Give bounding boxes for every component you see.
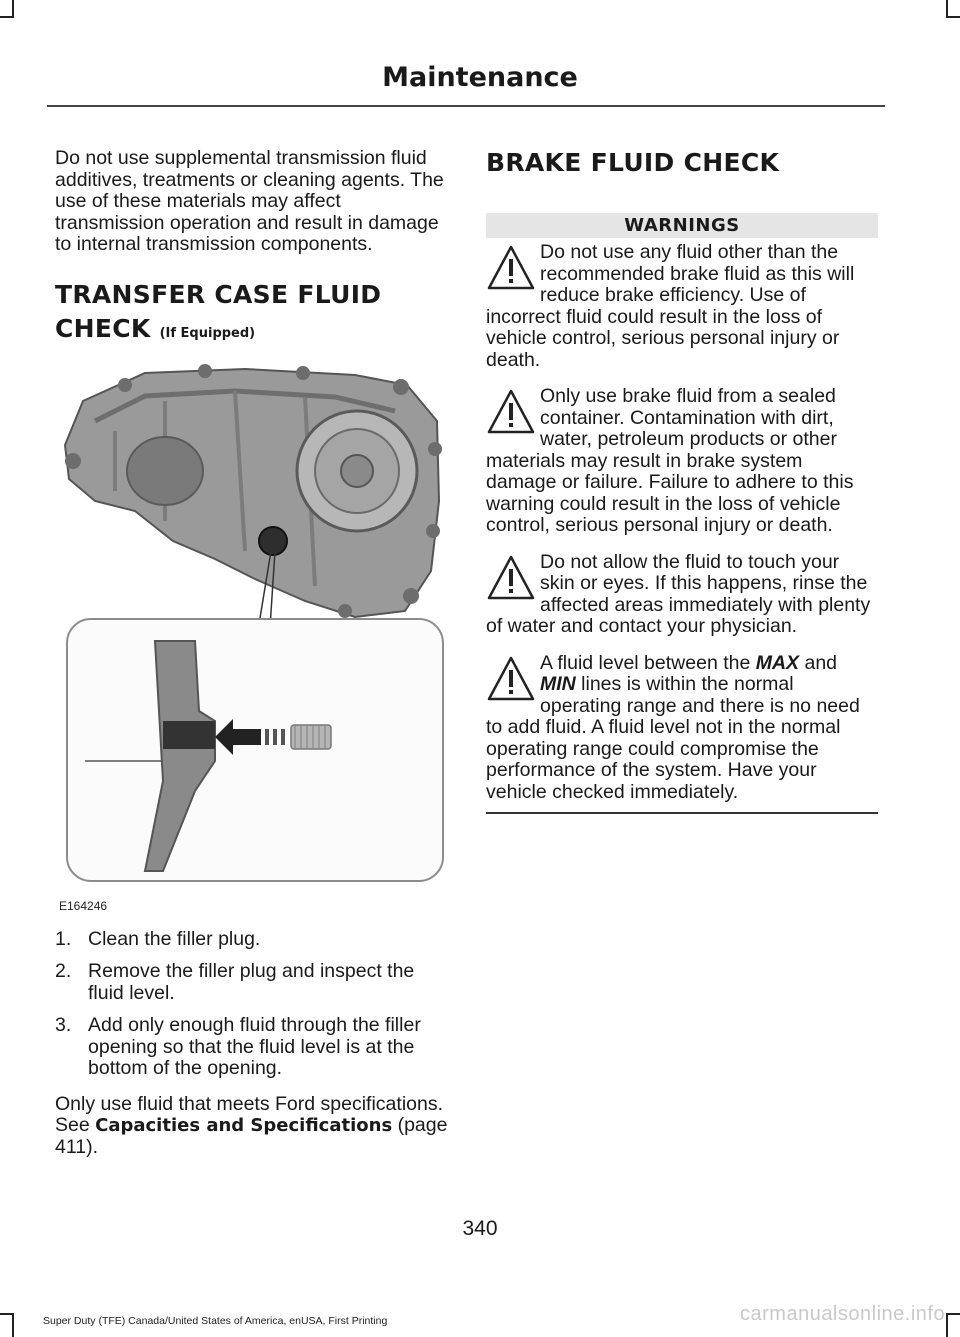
footer-text: Super Duty (TFE) Canada/United States of America, enUSA, First Printing	[43, 1315, 388, 1327]
crop-mark	[0, 1313, 14, 1315]
watermark: carmanualsonline.info	[740, 1303, 946, 1325]
figure-id: E164246	[59, 898, 108, 913]
warning-triangle-icon	[486, 655, 536, 703]
warning-triangle-icon	[486, 388, 536, 436]
list-item: 2. Remove the filler plug and inspect the fluid level.	[55, 960, 415, 1004]
transfer-case-drawing	[55, 361, 449, 913]
warning-item: Do not use any fluid other than the recommended brake fluid as this will reduce brake efficiency. Use of incorrect fluid could result in the loss of vehicle control, serious personal injury or death.	[486, 241, 855, 371]
warning-triangle-icon	[486, 244, 536, 292]
ford-specifications-note: Only use fluid that meets Ford specifications. See Capacities and Specifications (page 411).	[55, 1092, 448, 1158]
page-number: 340	[462, 1217, 498, 1240]
section-title-line1: TRANSFER CASE FLUID	[55, 279, 382, 309]
crop-mark	[946, 1313, 948, 1337]
warning-triangle-icon	[486, 554, 536, 602]
transmission-additive-paragraph: Do not use supplemental transmission fluid additives, treatments or cleaning agents. The use of these materials may affect transmission operation and result in damage to internal transmission components.	[55, 147, 444, 255]
page-header-title: Maintenance	[382, 62, 578, 93]
warnings-heading: WARNINGS	[486, 213, 878, 238]
warning-item: Only use brake fluid from a sealed container. Contamination with dirt, water, petroleum products or other materials may result in brake system damage or failure. Failure to adhere to this warning could result in the loss of vehicle control, serious personal injury or death.	[486, 385, 854, 536]
min-label: MIN	[540, 673, 576, 695]
left-column	[55, 148, 449, 1180]
transfer-case-section-title	[55, 278, 449, 351]
right-column	[486, 148, 878, 814]
list-item: 1. Clean the filler plug.	[55, 927, 261, 950]
transfer-case-illustration	[55, 361, 449, 913]
capacities-specifications-link[interactable]: Capacities and Specifications	[95, 1115, 393, 1136]
crop-mark	[12, 1313, 14, 1337]
crop-mark	[0, 16, 14, 18]
header-rule	[47, 105, 885, 107]
list-item: 3. Add only enough fluid through the filler opening so that the fluid level is at the bottom of the opening.	[55, 1014, 421, 1079]
crop-mark	[946, 16, 960, 18]
brake-fluid-section-title: BRAKE FLUID CHECK	[486, 148, 780, 177]
if-equipped-note: (If Equipped)	[159, 325, 256, 341]
max-label: MAX	[755, 651, 800, 674]
warnings-end-rule	[486, 812, 878, 814]
step-list	[55, 929, 449, 1080]
warning-item: A fluid level between the MAX and MIN lines is within the normal operating range and there is no need to add fluid. A fluid level not in the normal operating range could compromise the performance of the system. Have your vehicle checked immediately.	[486, 651, 860, 803]
section-title-line2: CHECK	[55, 313, 151, 343]
crop-mark	[946, 1313, 960, 1315]
warning-item: Do not allow the fluid to touch your skin or eyes. If this happens, rinse the affected areas immediately with plenty of water and contact your physician.	[486, 550, 871, 637]
